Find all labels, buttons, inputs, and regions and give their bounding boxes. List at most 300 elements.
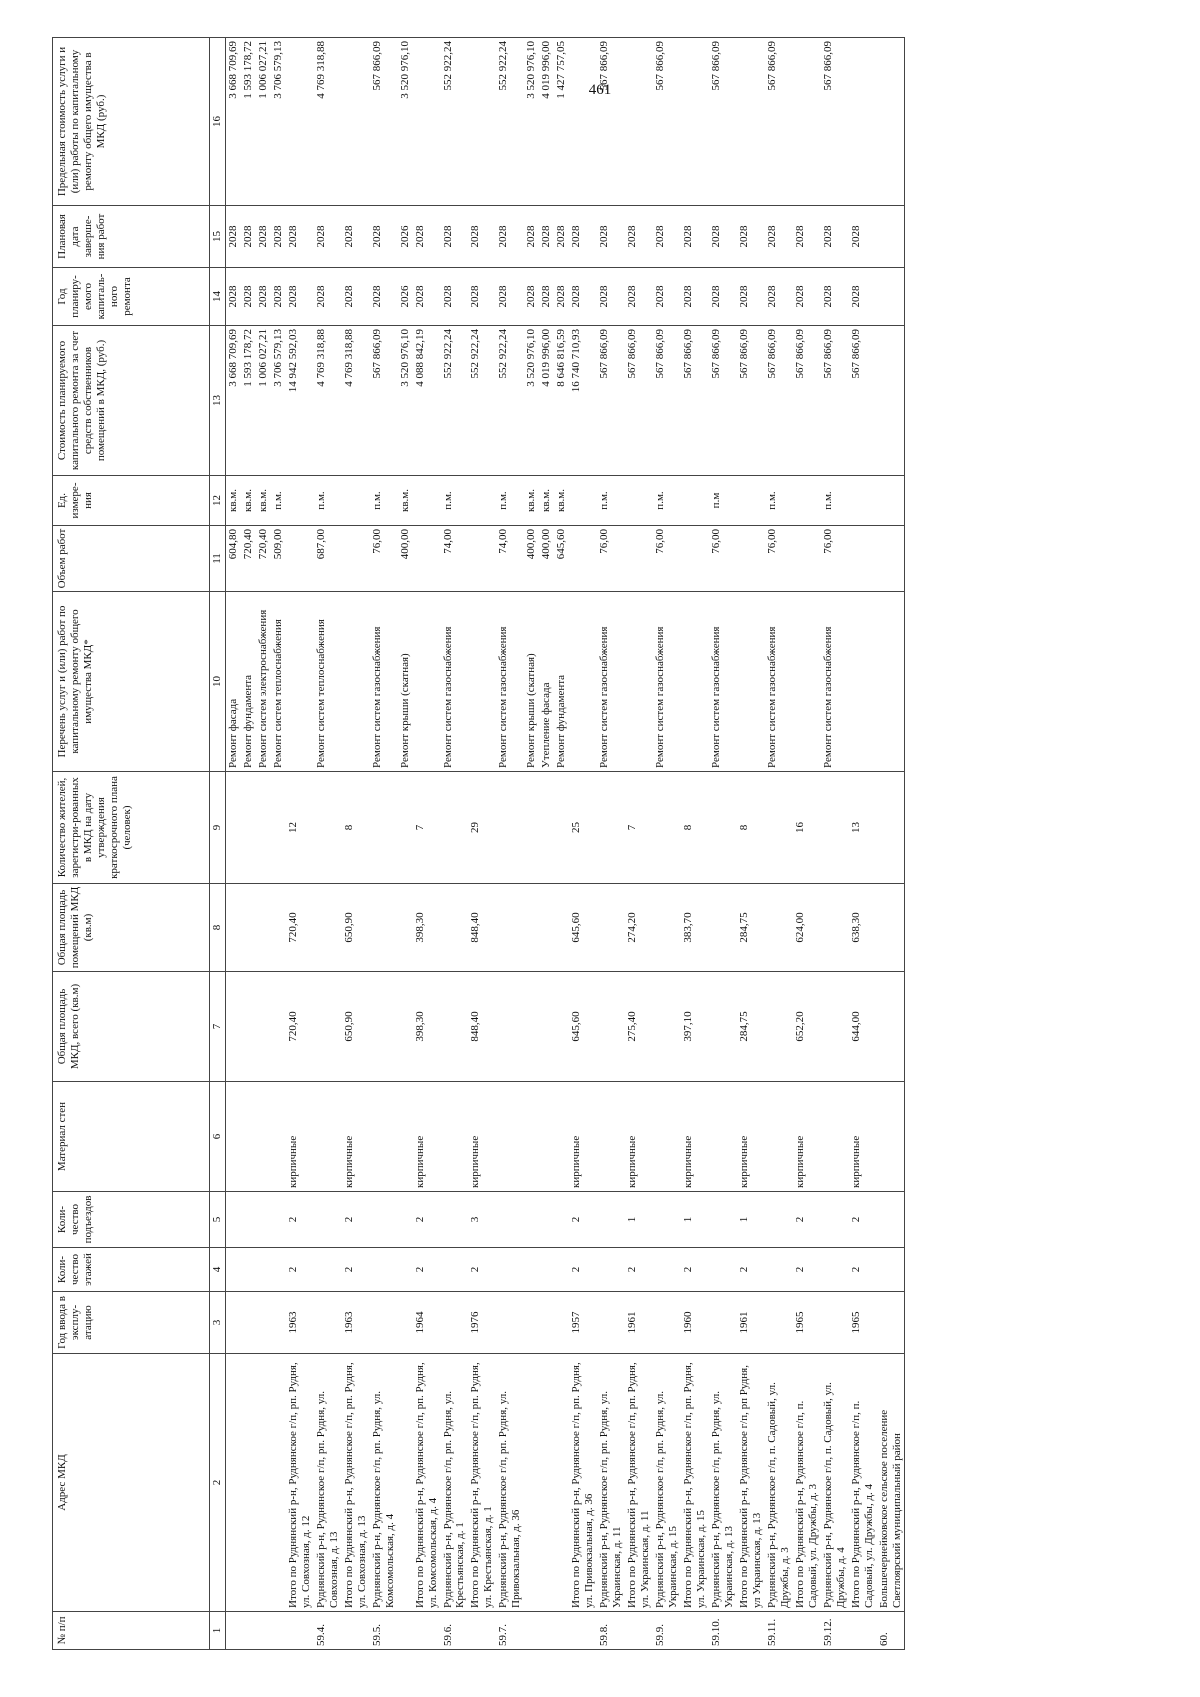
table-cell	[625, 476, 653, 526]
table-cell: кирпичные	[468, 1082, 496, 1192]
table-cell: 383,70	[681, 884, 709, 972]
table-cell	[524, 1082, 539, 1192]
table-row	[709, 38, 737, 1650]
table-cell: 76,00	[370, 526, 398, 592]
table-cell: 509,00	[271, 526, 286, 592]
table-cell: 848,40	[468, 884, 496, 972]
table-cell: 3 520 976,10	[398, 326, 413, 476]
table-cell	[737, 526, 765, 592]
table-cell: 687,00	[314, 526, 342, 592]
table-cell: п.м.	[370, 476, 398, 526]
table-cell: кирпичные	[625, 1082, 653, 1192]
table-cell	[413, 38, 441, 206]
table-cell	[314, 1082, 342, 1192]
table-cell: Ремонт крыши (скатная)	[398, 592, 413, 772]
table-cell	[225, 772, 240, 884]
table-cell: 59.9.	[653, 1612, 681, 1650]
table-cell: 2028	[256, 268, 271, 326]
table-cell: Ремонт фундамента	[241, 592, 256, 772]
table-cell	[653, 1292, 681, 1354]
table-cell: кв.м.	[398, 476, 413, 526]
table-cell	[398, 1248, 413, 1292]
table-cell	[241, 1292, 256, 1354]
table-row	[342, 38, 370, 1650]
table-cell: 1	[737, 1192, 765, 1248]
table-cell	[653, 1192, 681, 1248]
table-cell	[849, 476, 877, 526]
table-cell	[849, 38, 877, 206]
table-cell: 2028	[737, 206, 765, 268]
table-cell: 2028	[468, 206, 496, 268]
table-cell	[314, 1192, 342, 1248]
table-row	[765, 38, 793, 1650]
table-cell	[539, 1192, 554, 1248]
table-cell: 2028	[681, 206, 709, 268]
table-cell: 398,30	[413, 884, 441, 972]
table-cell: 2028	[314, 268, 342, 326]
table-cell	[398, 1354, 413, 1612]
table-row	[554, 38, 569, 1650]
table-cell	[821, 972, 849, 1082]
table-cell: 76,00	[597, 526, 625, 592]
table-cell: 2	[413, 1192, 441, 1248]
table-cell	[653, 972, 681, 1082]
table-row	[241, 38, 256, 1650]
table-cell	[737, 592, 765, 772]
table-cell	[877, 38, 905, 206]
table-cell: 275,40	[625, 972, 653, 1082]
table-cell: 2028	[225, 206, 240, 268]
table-row	[413, 38, 441, 1650]
table-cell	[849, 592, 877, 772]
table-cell: 3 706 579,13	[271, 38, 286, 206]
table-cell	[342, 38, 370, 206]
table-cell	[554, 884, 569, 972]
table-cell	[625, 1612, 653, 1650]
column-number-4: 4	[210, 1248, 226, 1292]
table-cell	[441, 1292, 469, 1354]
table-row	[597, 38, 625, 1650]
table-cell: 3 520 976,10	[524, 326, 539, 476]
column-number-7: 7	[210, 972, 226, 1082]
table-cell: 59.6.	[441, 1612, 469, 1650]
table-cell: 1961	[625, 1292, 653, 1354]
table-cell: Ремонт фасада	[225, 592, 240, 772]
table-cell: 2028	[681, 268, 709, 326]
table-cell	[709, 884, 737, 972]
column-number-6: 6	[210, 1082, 226, 1192]
table-cell: 2028	[821, 268, 849, 326]
table-cell	[413, 592, 441, 772]
table-cell	[539, 1354, 554, 1612]
table-cell: 645,60	[554, 526, 569, 592]
table-cell	[496, 1192, 524, 1248]
table-cell: Руднянский р-н, Руднянское г/п, рп. Рудня, ул. Комсомольская, д. 4	[370, 1354, 398, 1612]
table-cell	[793, 592, 821, 772]
table-cell	[256, 1292, 271, 1354]
table-cell: 3 706 579,13	[271, 326, 286, 476]
table-cell	[441, 1248, 469, 1292]
table-cell: 398,30	[413, 972, 441, 1082]
table-cell: Руднянский р-н, Руднянское г/п, п. Садовый, ул. Дружбы, д. 4	[821, 1354, 849, 1612]
column-header-10: Перечень услуг и (или) работ по капитальному ремонту общего имущества МКД*	[53, 592, 210, 772]
table-cell: кирпичные	[793, 1082, 821, 1192]
table-cell: 2028	[271, 268, 286, 326]
table-row	[496, 38, 524, 1650]
table-cell	[271, 1248, 286, 1292]
table-cell	[342, 1612, 370, 1650]
table-cell	[441, 772, 469, 884]
table-cell: 7	[413, 772, 441, 884]
table-cell: 2028	[342, 206, 370, 268]
table-cell	[468, 1612, 496, 1650]
column-number-11: 11	[210, 526, 226, 592]
column-header-6: Материал стен	[53, 1082, 210, 1192]
table-cell	[241, 772, 256, 884]
table-cell: 2	[793, 1248, 821, 1292]
table-cell: 1961	[737, 1292, 765, 1354]
table-cell	[468, 476, 496, 526]
table-cell: 2028	[413, 206, 441, 268]
table-cell: 2	[342, 1248, 370, 1292]
table-cell: Итого по Руднянский р-н, Руднянское г/п, рп. Рудня, ул. Украинская, д. 11	[625, 1354, 653, 1612]
table-cell	[793, 1612, 821, 1650]
table-cell: 567 866,09	[737, 326, 765, 476]
table-cell: 2028	[256, 206, 271, 268]
table-cell	[256, 1082, 271, 1192]
table-cell	[569, 526, 597, 592]
column-header-8: Общая площадь помещений МКД (кв.м)	[53, 884, 210, 972]
table-cell	[225, 1082, 240, 1192]
table-cell: кирпичные	[286, 1082, 314, 1192]
table-cell: Итого по Руднянский р-н, Руднянское г/п, п. Садовый, ул. Дружбы, д. 4	[849, 1354, 877, 1612]
column-number-8: 8	[210, 884, 226, 972]
table-cell: 59.5.	[370, 1612, 398, 1650]
column-header-16: Предельная стоимость услуги и (или) работы по капитальному ремонту общего имущества в МКД (руб.)	[53, 38, 210, 206]
table-cell: 2	[569, 1248, 597, 1292]
table-cell	[524, 1192, 539, 1248]
table-cell: Большечернейковское сельское поселение Светлоярский муниципальный район	[877, 1354, 905, 1612]
table-cell	[765, 884, 793, 972]
column-number-16: 16	[210, 38, 226, 206]
table-cell: 2028	[314, 206, 342, 268]
table-cell	[398, 1612, 413, 1650]
table-cell: 2028	[849, 206, 877, 268]
table-cell	[554, 1248, 569, 1292]
table-cell: 1	[681, 1192, 709, 1248]
table-cell: 567 866,09	[765, 326, 793, 476]
table-cell: п.м.	[765, 476, 793, 526]
table-cell: 74,00	[496, 526, 524, 592]
table-cell	[793, 476, 821, 526]
table-cell	[765, 1292, 793, 1354]
table-cell	[225, 1248, 240, 1292]
table-cell: Ремонт систем газоснабжения	[370, 592, 398, 772]
table-cell: п.м.	[314, 476, 342, 526]
table-cell: 1 006 027,21	[256, 326, 271, 476]
repair-plan-table	[52, 37, 905, 1650]
table-cell: 652,20	[793, 972, 821, 1082]
table-cell	[597, 1248, 625, 1292]
table-cell	[765, 772, 793, 884]
table-row	[653, 38, 681, 1650]
table-cell: 720,40	[241, 526, 256, 592]
table-cell: Итого по Руднянский р-н, Руднянское г/п, рп. Рудня, ул. Комсомольская, д. 4	[413, 1354, 441, 1612]
column-number-14: 14	[210, 268, 226, 326]
table-cell	[398, 772, 413, 884]
table-cell	[256, 1192, 271, 1248]
table-cell	[554, 772, 569, 884]
table-cell: 567 866,09	[709, 326, 737, 476]
table-cell: 8 646 816,59	[554, 326, 569, 476]
table-cell: п.м	[709, 476, 737, 526]
table-cell	[709, 1292, 737, 1354]
table-body	[225, 38, 905, 1650]
table-cell	[625, 526, 653, 592]
table-cell	[256, 972, 271, 1082]
table-cell: Ремонт систем теплоснабжения	[314, 592, 342, 772]
table-cell	[225, 1354, 240, 1612]
table-cell: 552 922,24	[441, 38, 469, 206]
table-cell: 2	[286, 1192, 314, 1248]
table-cell	[821, 772, 849, 884]
table-cell	[314, 1248, 342, 1292]
table-cell: Ремонт систем теплоснабжения	[271, 592, 286, 772]
column-header-13: Стоимость планируемого капитального ремонта за счет средств собственников помещений в МКД, (руб.)	[53, 326, 210, 476]
table-cell	[653, 1082, 681, 1192]
table-cell	[468, 592, 496, 772]
column-header-11: Объем работ	[53, 526, 210, 592]
table-cell	[554, 1292, 569, 1354]
rotated-table-area	[52, 38, 1132, 1650]
column-number-9: 9	[210, 772, 226, 884]
table-cell	[256, 1612, 271, 1650]
table-cell: 2	[849, 1248, 877, 1292]
table-cell	[877, 1192, 905, 1248]
table-cell	[342, 592, 370, 772]
table-cell	[241, 1248, 256, 1292]
table-cell	[370, 1192, 398, 1248]
table-cell: Руднянский р-н, Руднянское г/п, п. Садовый, ул. Дружбы, д. 3	[765, 1354, 793, 1612]
table-cell: 2028	[524, 206, 539, 268]
table-cell: п.м.	[441, 476, 469, 526]
column-header-3: Год ввода в эксплу-атацию	[53, 1292, 210, 1354]
table-cell	[569, 1612, 597, 1650]
table-cell	[413, 526, 441, 592]
table-cell: кв.м.	[524, 476, 539, 526]
table-cell	[539, 1248, 554, 1292]
table-row	[286, 38, 314, 1650]
table-cell: 1957	[569, 1292, 597, 1354]
table-cell: 2028	[821, 206, 849, 268]
table-cell: 14 942 592,03	[286, 326, 314, 476]
table-cell	[877, 476, 905, 526]
table-cell	[342, 476, 370, 526]
table-cell: 567 866,09	[625, 326, 653, 476]
table-cell: 8	[681, 772, 709, 884]
table-cell	[877, 972, 905, 1082]
table-cell	[569, 592, 597, 772]
table-cell: Итого по Руднянский р-н, Руднянское г/п, рп. Рудня, ул. Украинская, д. 15	[681, 1354, 709, 1612]
table-cell	[737, 38, 765, 206]
table-cell	[821, 884, 849, 972]
table-cell: Ремонт фундамента	[554, 592, 569, 772]
table-cell	[597, 1292, 625, 1354]
table-cell	[681, 38, 709, 206]
table-cell: 2028	[441, 268, 469, 326]
table-cell	[877, 884, 905, 972]
table-cell: 2	[468, 1248, 496, 1292]
table-cell: 2026	[398, 268, 413, 326]
table-cell: 13	[849, 772, 877, 884]
table-row	[441, 38, 469, 1650]
table-cell	[286, 592, 314, 772]
table-cell: 567 866,09	[597, 326, 625, 476]
table-cell: Руднянский р-н, Руднянское г/п, рп. Рудня, ул. Совхозная, д. 13	[314, 1354, 342, 1612]
table-cell: кирпичные	[681, 1082, 709, 1192]
table-cell: 400,00	[524, 526, 539, 592]
table-cell: 76,00	[821, 526, 849, 592]
table-cell	[256, 1354, 271, 1612]
table-cell	[241, 1192, 256, 1248]
table-cell: 2028	[370, 268, 398, 326]
table-cell: 2028	[286, 206, 314, 268]
table-cell: 2028	[554, 268, 569, 326]
table-cell: 8	[737, 772, 765, 884]
table-cell: 16	[793, 772, 821, 884]
table-cell: 3 668 709,69	[225, 326, 240, 476]
table-cell: Итого по Руднянский р-н, Руднянское г/п, рп Рудня, ул Украинская, д. 13	[737, 1354, 765, 1612]
table-cell: 624,00	[793, 884, 821, 972]
table-cell	[539, 884, 554, 972]
table-cell	[765, 1082, 793, 1192]
table-cell	[653, 1248, 681, 1292]
table-cell	[737, 1612, 765, 1650]
table-cell	[554, 1612, 569, 1650]
table-cell	[877, 326, 905, 476]
table-cell	[524, 772, 539, 884]
table-cell: п.м.	[496, 476, 524, 526]
table-cell: 3	[468, 1192, 496, 1248]
table-cell: 4 019 996,00	[539, 326, 554, 476]
column-number-10: 10	[210, 592, 226, 772]
table-row	[849, 38, 877, 1650]
table-row	[468, 38, 496, 1650]
table-row	[256, 38, 271, 1650]
table-cell	[370, 772, 398, 884]
table-cell: Руднянский р-н, Руднянское г/п, рп. Рудня, ул. Украинская, д. 13	[709, 1354, 737, 1612]
table-cell: 1976	[468, 1292, 496, 1354]
table-cell: 604,80	[225, 526, 240, 592]
table-cell	[441, 1192, 469, 1248]
table-cell	[286, 526, 314, 592]
table-row	[821, 38, 849, 1650]
table-cell: 2028	[539, 206, 554, 268]
column-number-3: 3	[210, 1292, 226, 1354]
table-cell	[271, 1192, 286, 1248]
table-cell	[256, 772, 271, 884]
table-cell: 4 019 996,00	[539, 38, 554, 206]
table-cell: Итого по Руднянский р-н, Руднянское г/п, рп. Рудня, ул. Крестьянская, д. 1	[468, 1354, 496, 1612]
table-cell	[398, 972, 413, 1082]
table-cell	[737, 476, 765, 526]
table-cell	[468, 526, 496, 592]
table-cell	[653, 772, 681, 884]
table-cell: 2026	[398, 206, 413, 268]
table-cell: кв.м.	[256, 476, 271, 526]
table-cell	[314, 1292, 342, 1354]
table-cell: Ремонт систем газоснабжения	[496, 592, 524, 772]
table-cell: 400,00	[539, 526, 554, 592]
table-cell: п.м.	[271, 476, 286, 526]
table-cell	[398, 884, 413, 972]
table-cell	[496, 1292, 524, 1354]
table-cell: 2028	[597, 206, 625, 268]
table-cell	[256, 1248, 271, 1292]
table-cell	[225, 1612, 240, 1650]
table-cell: 1964	[413, 1292, 441, 1354]
table-cell	[554, 1192, 569, 1248]
table-cell: 1 006 027,21	[256, 38, 271, 206]
table-cell	[524, 972, 539, 1082]
table-cell	[569, 476, 597, 526]
table-row	[524, 38, 539, 1650]
table-cell: 59.12.	[821, 1612, 849, 1650]
table-cell	[653, 884, 681, 972]
table-cell	[539, 1612, 554, 1650]
table-cell	[370, 1248, 398, 1292]
table-cell: 4 088 842,19	[413, 326, 441, 476]
table-cell: 76,00	[765, 526, 793, 592]
table-cell: 567 866,09	[370, 326, 398, 476]
table-cell: Ремонт систем газоснабжения	[653, 592, 681, 772]
table-cell	[709, 1192, 737, 1248]
table-cell: 284,75	[737, 972, 765, 1082]
column-number-row	[210, 38, 226, 1650]
table-cell: 2	[849, 1192, 877, 1248]
table-cell	[597, 772, 625, 884]
table-cell	[496, 1082, 524, 1192]
table-cell: 567 866,09	[849, 326, 877, 476]
table-cell: 2	[625, 1248, 653, 1292]
table-cell: 2028	[597, 268, 625, 326]
table-cell	[597, 972, 625, 1082]
table-cell	[877, 526, 905, 592]
table-cell	[496, 972, 524, 1082]
table-cell	[524, 1292, 539, 1354]
table-cell	[539, 1082, 554, 1192]
table-cell: 1 593 178,72	[241, 38, 256, 206]
table-cell	[597, 884, 625, 972]
table-cell: 3 668 709,69	[225, 38, 240, 206]
table-cell: 2028	[286, 268, 314, 326]
table-cell: 59.11.	[765, 1612, 793, 1650]
table-cell: 59.4.	[314, 1612, 342, 1650]
table-cell	[271, 1082, 286, 1192]
table-cell	[709, 972, 737, 1082]
table-cell	[413, 476, 441, 526]
table-cell: 2028	[625, 268, 653, 326]
table-row	[314, 38, 342, 1650]
table-cell: 2	[569, 1192, 597, 1248]
table-cell: 650,90	[342, 972, 370, 1082]
table-cell: кв.м.	[539, 476, 554, 526]
table-cell: 2028	[709, 268, 737, 326]
table-cell	[441, 972, 469, 1082]
table-cell: п.м.	[821, 476, 849, 526]
table-cell	[398, 1082, 413, 1192]
table-cell: 2	[737, 1248, 765, 1292]
